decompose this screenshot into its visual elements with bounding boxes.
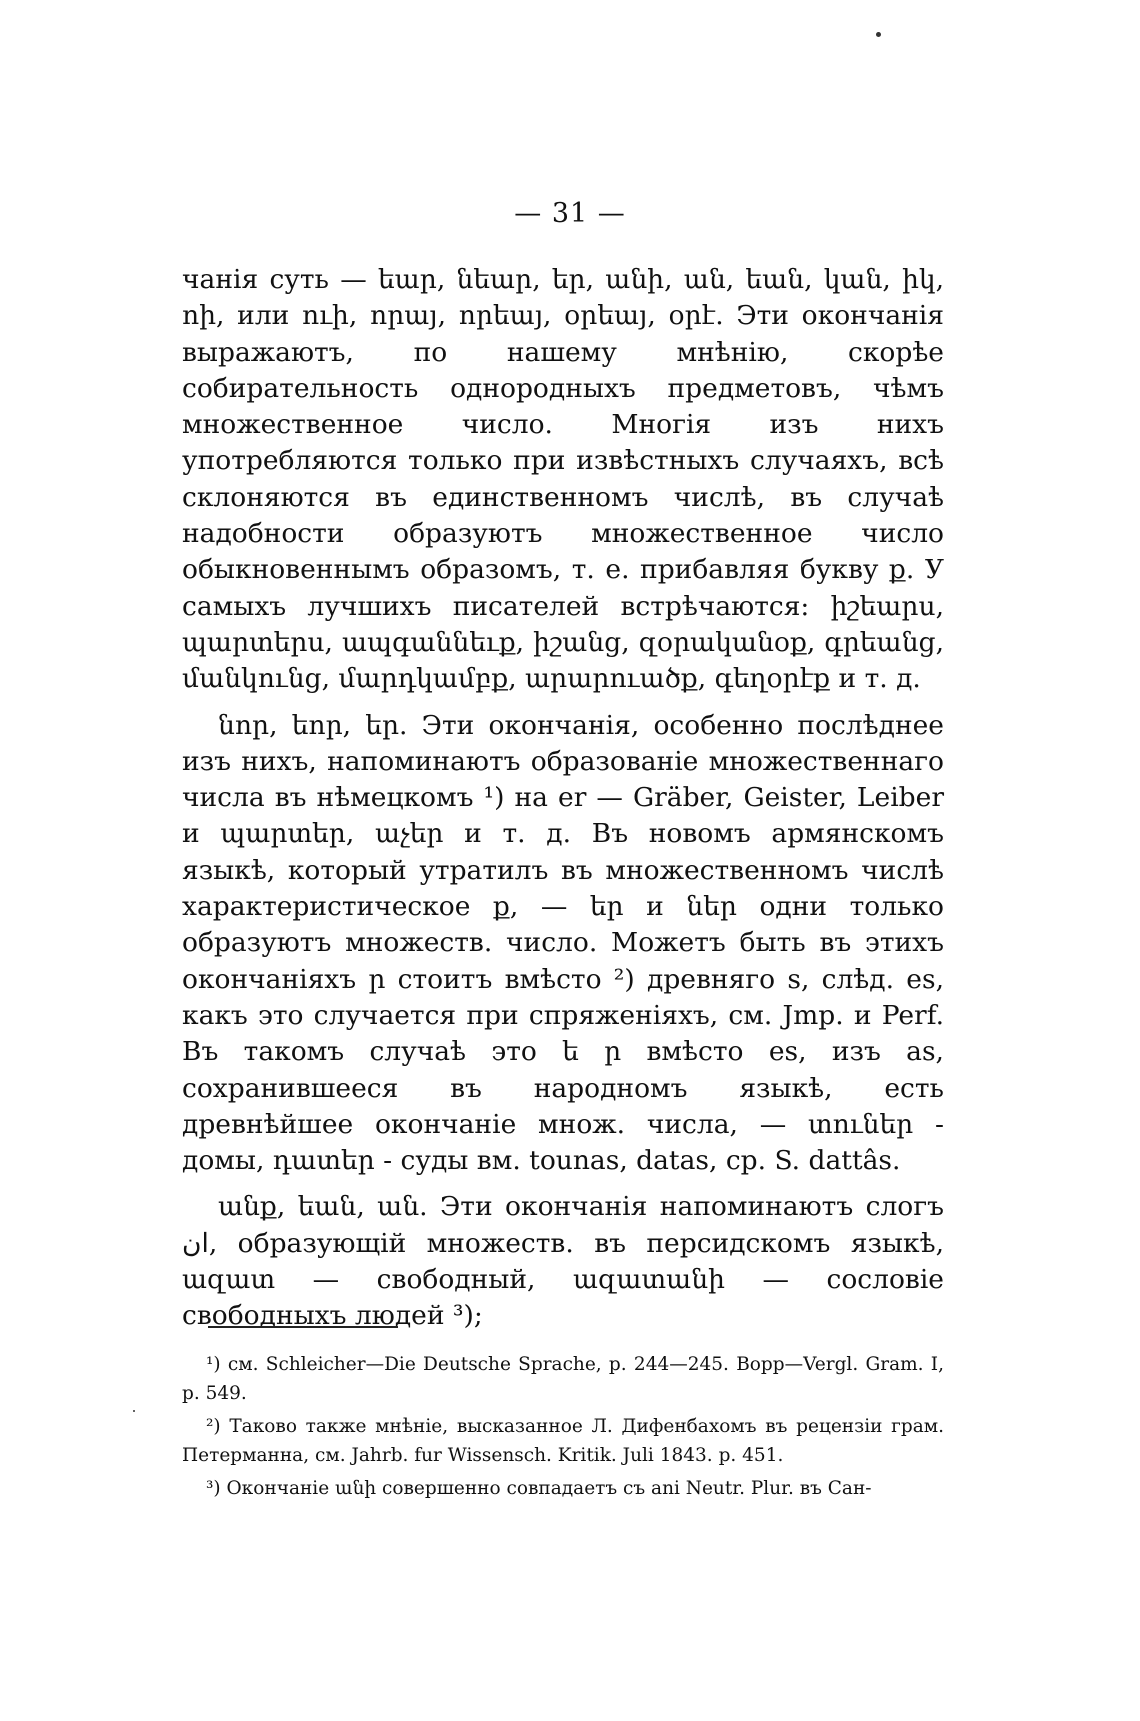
footnotes xyxy=(182,1350,944,1507)
main-text xyxy=(182,262,944,1335)
page-number: — 31 — xyxy=(514,198,626,229)
ink-speck xyxy=(876,32,881,37)
footnote-divider xyxy=(208,1326,398,1328)
ink-speck xyxy=(133,1410,135,1412)
footnote-1: ¹) см. Schleicher—Die Deutsche Sprache, p. 244—245. Bopp—Vergl. Gram. I, p. 549. xyxy=(182,1354,944,1404)
footnote-2: ²) Таково также мнѣніе, высказанное Л. Дифенбахомъ въ рецензіи грам. Петерманна, см. Jahrb. fur Wissensch. Kritik. Juli 1843. p. 451. xyxy=(182,1416,944,1466)
paragraph-1: чанія суть — եար, նեար, եր, անի, ան, եան, կան, իկ, ոի, или ուի, որայ, որեայ, օրեայ, օրէ. Эти окончанія выражаютъ, по нашему мнѣнію, скорѣе собирательность однородныхъ предметовъ, чѣмъ множественное число. Многія изъ нихъ употребляются только при извѣстныхъ случаяхъ, всѣ склоняются въ единственномъ числѣ, въ случаѣ надобности образуютъ множественное число обыкновеннымъ образомъ, т. е. прибавляя букву ք. У самыхъ лучшихъ писателей встрѣчаются: իշեարս, պարտերս, ապգաննեւք, իշանց, զօրականօք, գրեանց, մանկունց, մարդկամբք, արարուածք, գեղօրէք и т. д. xyxy=(182,264,944,695)
paragraph-2: նոր, եոր, եր. Эти окончанія, особенно послѣднее изъ нихъ, напоминаютъ образованіе множественнаго числа въ нѣмецкомъ ¹) на er — Gräber, Geister, Leiber и պարտեր, աչեր и т. д. Въ новомъ армянскомъ языкѣ, который утратилъ въ множественномъ числѣ характеристическое ք, — եր и ներ одни только образуютъ множеств. число. Можетъ быть въ этихъ окончаніяхъ ր стоитъ вмѣсто ²) древняго s, слѣд. es, какъ это случается при спряженіяхъ, см. Jmp. и Perf. Въ такомъ случаѣ это ե ր вмѣсто es, изъ as, сохранившееся въ народномъ языкѣ, есть древнѣйшее окончаніе множ. числа, — տուներ - домы, դատեր - суды вм. tounas, datas, ср. S. dattâs. xyxy=(182,709,944,1177)
footnote-3: ³) Окончаніе անի совершенно совпадаетъ съ ani Neutr. Plur. въ Сан- xyxy=(206,1478,872,1499)
paragraph-3: անք, եան, ան. Эти окончанія напоминаютъ слогъ ان, образующій множеств. въ персидскомъ языкѣ, ազատ — свободный, ազատանի — сословіе свободныхъ людей ³); xyxy=(182,1191,944,1332)
